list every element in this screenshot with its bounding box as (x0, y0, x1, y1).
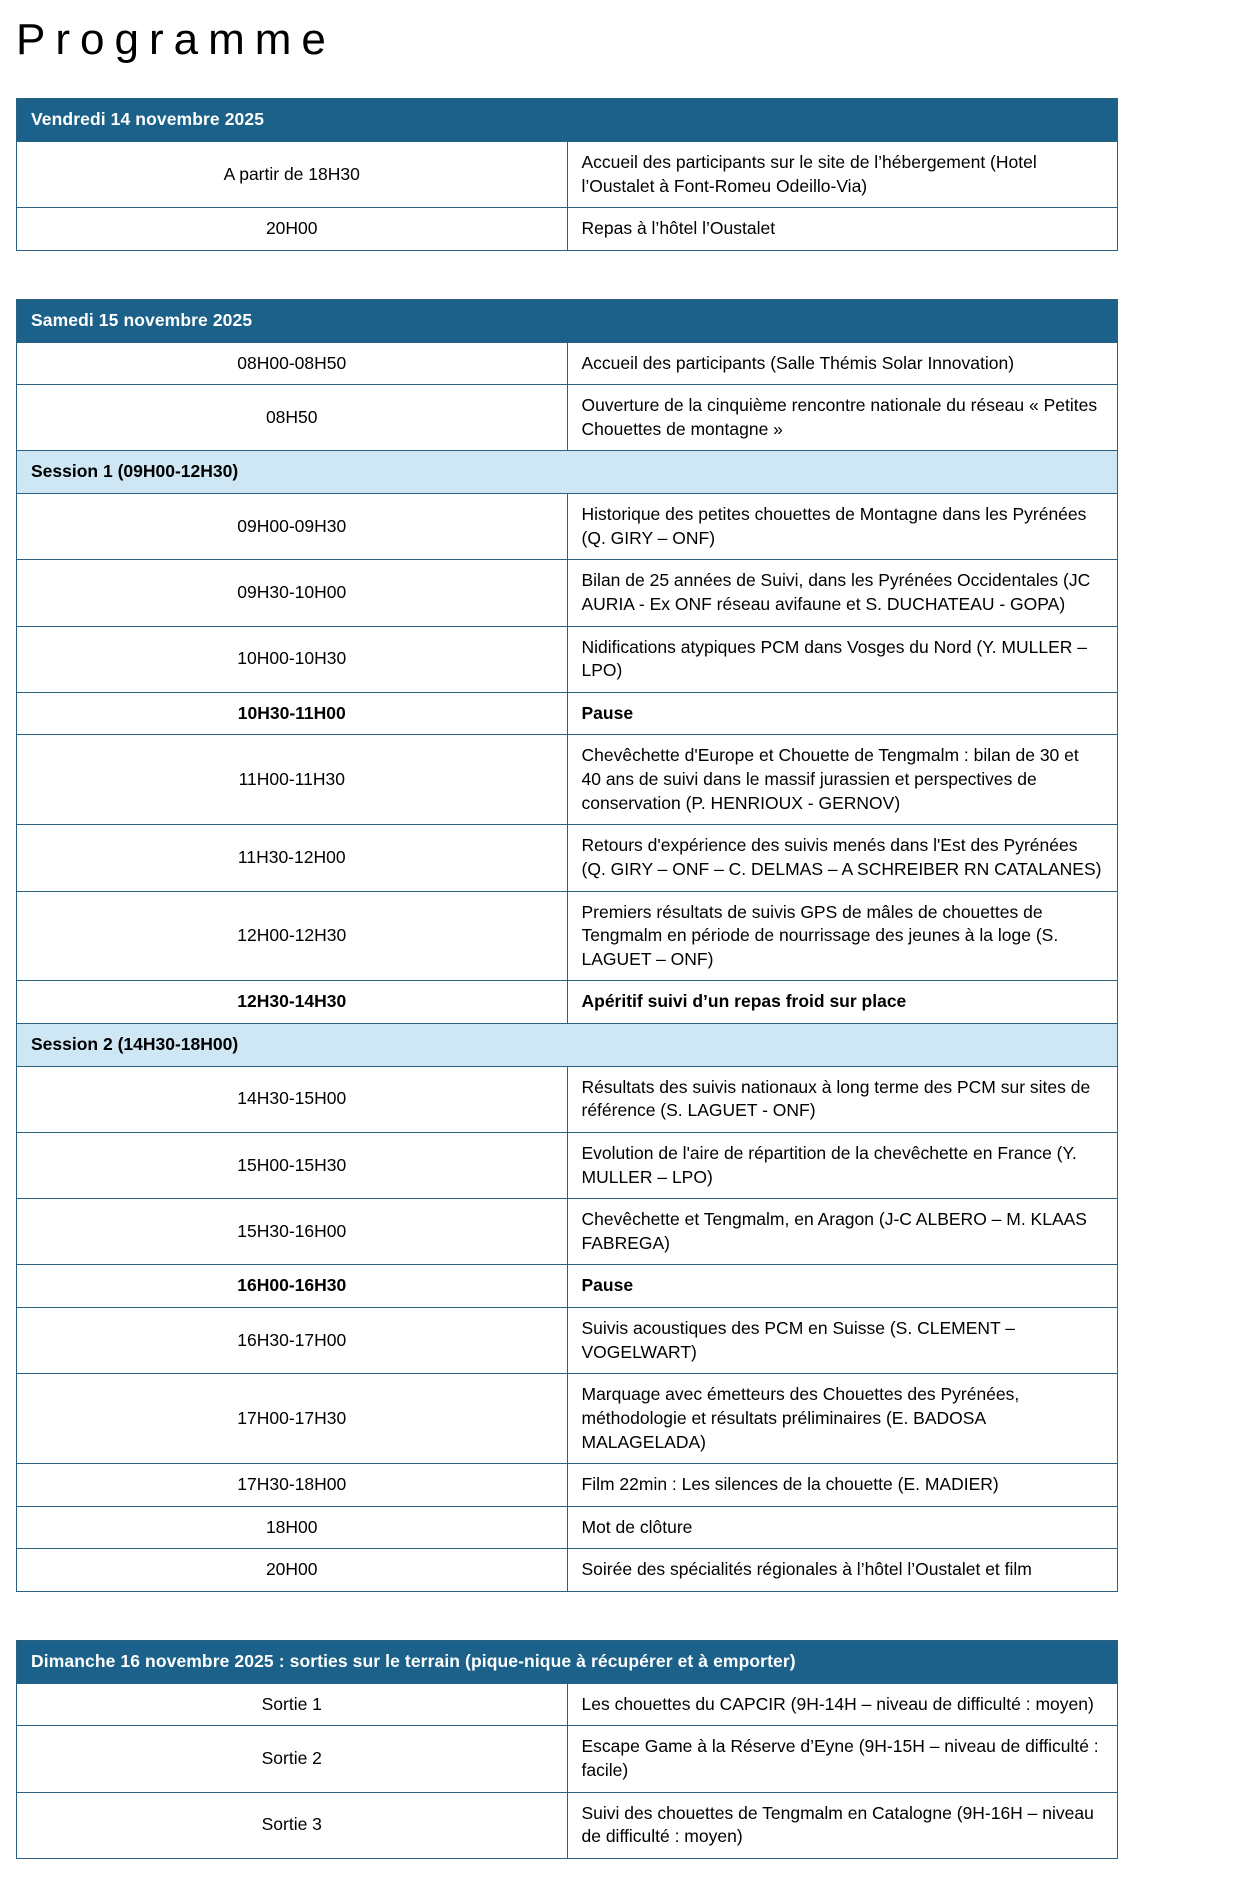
row-description: Chevêchette et Tengmalm, en Aragon (J-C ALBERO – M. KLAAS FABREGA) (567, 1199, 1118, 1265)
table-row (17, 1792, 1118, 1858)
table-row (17, 1683, 1118, 1726)
row-time: 20H00 (17, 1549, 568, 1592)
row-description: Escape Game à la Réserve d’Eyne (9H-15H – niveau de difficulté : facile) (567, 1726, 1118, 1792)
table-row (17, 1506, 1118, 1549)
table-row (17, 208, 1118, 251)
row-description: Evolution de l'aire de répartition de la chevêchette en France (Y. MULLER – LPO) (567, 1132, 1118, 1198)
session-row (17, 1024, 1118, 1067)
row-time: 15H30-16H00 (17, 1199, 568, 1265)
row-time: 09H30-10H00 (17, 560, 568, 626)
table-row (17, 1549, 1118, 1592)
row-time: 17H00-17H30 (17, 1374, 568, 1464)
table-row (17, 1464, 1118, 1507)
table-header-title: Vendredi 14 novembre 2025 (17, 99, 1118, 142)
row-description: Accueil des participants sur le site de l’hébergement (Hotel l’Oustalet à Font-Romeu Odeillo-Via) (567, 142, 1118, 208)
table-header-title: Samedi 15 novembre 2025 (17, 299, 1118, 342)
row-time: A partir de 18H30 (17, 142, 568, 208)
table-row (17, 692, 1118, 735)
row-time: 17H30-18H00 (17, 1464, 568, 1507)
table-row (17, 1132, 1118, 1198)
table-spacer (8, 251, 1180, 299)
row-time: Sortie 1 (17, 1683, 568, 1726)
row-description: Retours d'expérience des suivis menés dans l'Est des Pyrénées (Q. GIRY – ONF – C. DELMAS – A SCHREIBER RN CATALANES) (567, 825, 1118, 891)
row-description: Suivi des chouettes de Tengmalm en Catalogne (9H-16H – niveau de difficulté : moyen) (567, 1792, 1118, 1858)
row-description: Premiers résultats de suivis GPS de mâles de chouettes de Tengmalm en période de nourrissage des jeunes à la loge (S. LAGUET – ONF) (567, 891, 1118, 981)
table-row (17, 560, 1118, 626)
row-time: 12H00-12H30 (17, 891, 568, 981)
row-time: 11H30-12H00 (17, 825, 568, 891)
table-row (17, 1265, 1118, 1308)
row-time: 11H00-11H30 (17, 735, 568, 825)
table-row (17, 385, 1118, 451)
row-description: Pause (567, 1265, 1118, 1308)
table-row (17, 825, 1118, 891)
table-header-row (17, 99, 1118, 142)
session-label: Session 2 (14H30-18H00) (17, 1024, 1118, 1067)
row-description: Repas à l’hôtel l’Oustalet (567, 208, 1118, 251)
session-label: Session 1 (09H00-12H30) (17, 451, 1118, 494)
row-description: Accueil des participants (Salle Thémis Solar Innovation) (567, 342, 1118, 385)
row-description: Apéritif suivi d’un repas froid sur place (567, 981, 1118, 1024)
table-row (17, 735, 1118, 825)
row-time: 15H00-15H30 (17, 1132, 568, 1198)
table-row (17, 626, 1118, 692)
table-row (17, 342, 1118, 385)
table-header-row (17, 1641, 1118, 1684)
table-row (17, 494, 1118, 560)
row-description: Historique des petites chouettes de Montagne dans les Pyrénées (Q. GIRY – ONF) (567, 494, 1118, 560)
table-row (17, 1199, 1118, 1265)
row-description: Ouverture de la cinquième rencontre nationale du réseau « Petites Chouettes de montagne » (567, 385, 1118, 451)
row-time: 16H30-17H00 (17, 1308, 568, 1374)
table-row (17, 1374, 1118, 1464)
row-description: Bilan de 25 années de Suivi, dans les Pyrénées Occidentales (JC AURIA - Ex ONF réseau avifaune et S. DUCHATEAU - GOPA) (567, 560, 1118, 626)
row-time: Sortie 3 (17, 1792, 568, 1858)
row-description: Film 22min : Les silences de la chouette (E. MADIER) (567, 1464, 1118, 1507)
table-row (17, 981, 1118, 1024)
table-row (17, 1066, 1118, 1132)
page-title: Programme (16, 15, 336, 64)
row-description: Soirée des spécialités régionales à l’hôtel l’Oustalet et film (567, 1549, 1118, 1592)
row-description: Mot de clôture (567, 1506, 1118, 1549)
row-description: Nidifications atypiques PCM dans Vosges du Nord (Y. MULLER – LPO) (567, 626, 1118, 692)
row-description: Pause (567, 692, 1118, 735)
row-description: Marquage avec émetteurs des Chouettes des Pyrénées, méthodologie et résultats préliminaires (E. BADOSA MALAGELADA) (567, 1374, 1118, 1464)
row-time: 20H00 (17, 208, 568, 251)
row-time: 08H50 (17, 385, 568, 451)
row-description: Chevêchette d'Europe et Chouette de Tengmalm : bilan de 30 et 40 ans de suivi dans le massif jurassien et perspectives de conservation (P. HENRIOUX - GERNOV) (567, 735, 1118, 825)
table-spacer (8, 1592, 1180, 1640)
row-time: 12H30-14H30 (17, 981, 568, 1024)
table-row (17, 891, 1118, 981)
programme-tables (8, 98, 1180, 1858)
row-time: 10H00-10H30 (17, 626, 568, 692)
row-time: Sortie 2 (17, 1726, 568, 1792)
row-time: 09H00-09H30 (17, 494, 568, 560)
table-header-title: Dimanche 16 novembre 2025 : sorties sur le terrain (pique-nique à récupérer et à emporter) (17, 1641, 1118, 1684)
row-time: 18H00 (17, 1506, 568, 1549)
row-time: 14H30-15H00 (17, 1066, 568, 1132)
row-description: Résultats des suivis nationaux à long terme des PCM sur sites de référence (S. LAGUET - ONF) (567, 1066, 1118, 1132)
table-row (17, 1726, 1118, 1792)
schedule-table (16, 299, 1118, 1592)
row-description: Les chouettes du CAPCIR (9H-14H – niveau de difficulté : moyen) (567, 1683, 1118, 1726)
table-row (17, 1308, 1118, 1374)
schedule-table (16, 98, 1118, 251)
schedule-table (16, 1640, 1118, 1859)
row-time: 10H30-11H00 (17, 692, 568, 735)
row-description: Suivis acoustiques des PCM en Suisse (S. CLEMENT – VOGELWART) (567, 1308, 1118, 1374)
session-row (17, 451, 1118, 494)
table-row (17, 142, 1118, 208)
row-time: 08H00-08H50 (17, 342, 568, 385)
table-header-row (17, 299, 1118, 342)
row-time: 16H00-16H30 (17, 1265, 568, 1308)
